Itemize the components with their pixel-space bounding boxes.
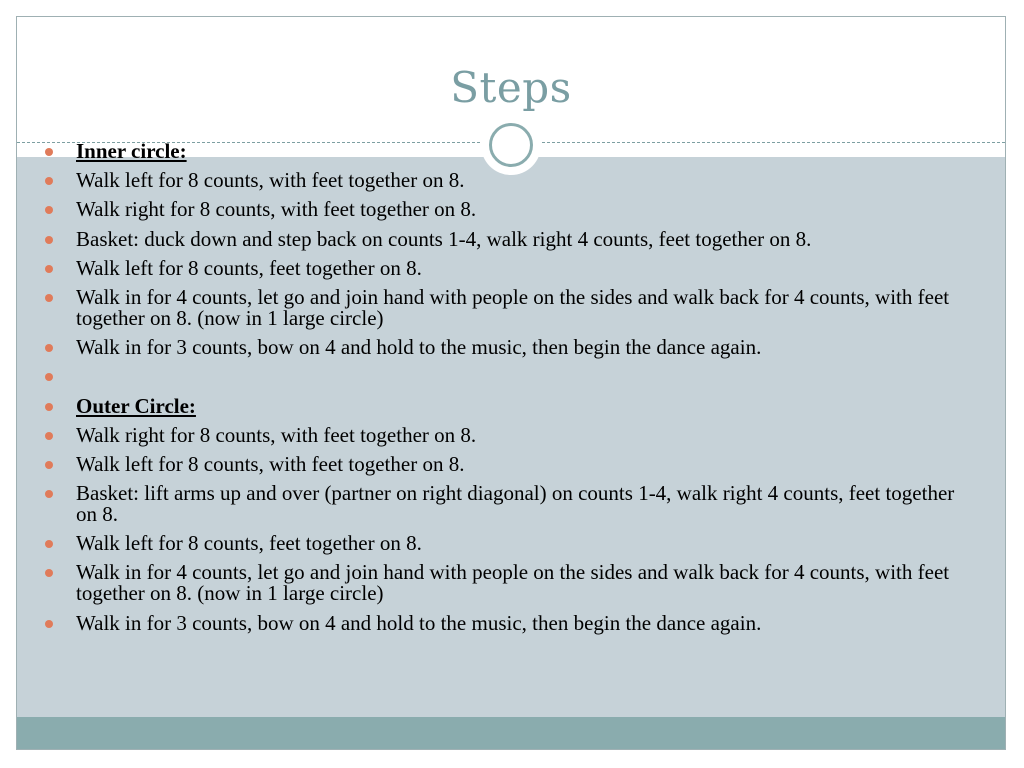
slide-title: Steps [450,63,572,112]
bullet-item [35,533,980,554]
bullet-dot-icon [45,403,53,411]
bullet-dot-icon [45,265,53,273]
bullet-text: Walk right for 8 counts, with feet together on 8. [76,422,477,447]
bullet-item [35,141,980,162]
bullet-dot-icon [45,177,53,185]
bullet-item [35,483,980,525]
bullet-text: Walk in for 3 counts, bow on 4 and hold to the music, then begin the dance again. [76,610,762,635]
bullet-item [35,284,980,330]
bullet-text: Basket: lift arms up and over (partner on right diagonal) on counts 1-4, walk right 4 counts, feet together on 8. [76,481,955,527]
bullet-item [35,366,980,387]
bullet-dot-icon [45,569,53,577]
bullet-item [35,255,980,280]
bullet-text: Basket: duck down and step back on counts 1-4, walk right 4 counts, feet together on 8. [76,226,812,251]
bullet-text: Outer Circle: [76,393,196,418]
bullet-text: Walk in for 4 counts, let go and join hand with people on the sides and walk back for 4 counts, with feet together on 8. (now in 1 large circle) [76,560,950,606]
bullet-text: Inner circle: [76,139,187,163]
bullet-dot-icon [45,540,53,548]
bullet-text: Walk left for 8 counts, with feet together on 8. [76,168,465,193]
bullet-item [35,199,980,220]
bullet-item [35,337,980,358]
bullet-list [35,141,980,642]
bullet-dot-icon [45,461,53,469]
bullet-item [35,451,980,476]
bullet-item [35,562,980,604]
bullet-dot-icon [45,148,53,156]
bullet-item [35,170,980,191]
bullet-text: Walk left for 8 counts, feet together on 8. [76,255,422,280]
bullet-dot-icon [45,206,53,214]
bullet-text: Walk in for 4 counts, let go and join hand with people on the sides and walk back for 4 counts, with feet together on 8. (now in 1 large circle) [76,284,950,330]
bullet-text: Walk left for 8 counts, feet together on 8. [76,531,422,556]
bullet-dot-icon [45,432,53,440]
slide [16,16,1006,750]
bullet-dot-icon [45,490,53,498]
footer-band [17,717,1005,750]
bullet-dot-icon [45,373,53,381]
bullet-dot-icon [45,294,53,302]
bullet-item [35,422,980,447]
bullet-item [35,393,980,418]
bullet-text: Walk left for 8 counts, with feet together on 8. [76,451,465,476]
bullet-text: Walk right for 8 counts, with feet together on 8. [76,197,477,222]
bullet-dot-icon [45,620,53,628]
bullet-item [35,226,980,251]
bullet-text: Walk in for 3 counts, bow on 4 and hold to the music, then begin the dance again. [76,335,762,360]
bullet-item [35,610,980,635]
bullet-dot-icon [45,236,53,244]
bullet-dot-icon [45,344,53,352]
